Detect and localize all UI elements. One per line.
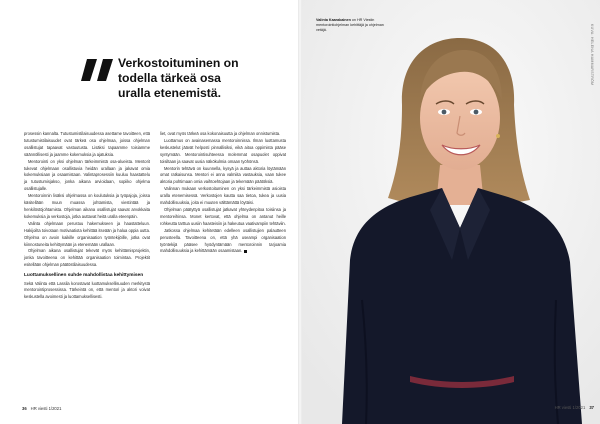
right-page bbox=[302, 0, 600, 424]
quote-marks-icon bbox=[81, 57, 117, 83]
pull-quote-text: Verkostoituminen on todella tärkeä osa uralla etenemistä. bbox=[118, 56, 239, 100]
paragraph: Ohjelman päätyttyä osallistujat jatkavat yhteydenpitoa toisiinsa ja mentoreihinsa. Monet kertovat, että ohjelma on antanut heille rohkeutta tarttua uusiin haasteisiin ja hakeutua vaativampiin tehtäviin. bbox=[160, 206, 286, 226]
paragraph: Mentorointi on yksi ohjelman tärkeimmistä osa-alueista. Mentorit tukevat ohjelmaan osallistuvia heidän urallaan ja jakavat omia kokemuksiaan ja osaamistaan. Valintaprosessiin kuuluu haastattelu ja tutustumisjakso, jonka aikana arvioidaan, sopiiko ohjelma osallistujalle. bbox=[24, 158, 150, 192]
page-number-left: 36 bbox=[22, 406, 27, 411]
page-number-right: 37 bbox=[589, 405, 594, 410]
caption-text: on HR Viestin mentorointiohjelman kehittäjä ja ohjelman vetäjä. bbox=[316, 18, 384, 33]
photo-caption bbox=[316, 18, 390, 33]
publication-title-left: HR viesti 1/2021 bbox=[30, 406, 62, 411]
article-column-left bbox=[24, 131, 150, 301]
paragraph: Luottamus on avainasemassa mentoroinnissa. Ilman luottamusta keskustelut jäävät helposti pinnallisiksi, eikä aitoa oppimista pääse syntymään. Mentorointisuhteessa molemmat osapuolet oppivat toisiltaan ja saavat uusia näkökulmia omaan työhönsä. bbox=[160, 137, 286, 164]
paragraph: prosessin kannalta. Tutustumistilaisuudessa asettame tavoitteen, että tutustumistilaisuudet ovat tärkeä osa ohjelmaa, joissa ohjelman osallistujat tapaavat vastuutusta. Lisäksi tapaamme toisiamme säännöllisesti ja jaamme kokemuksia ja ajatuksia. bbox=[24, 131, 150, 157]
article-column-right bbox=[160, 131, 286, 255]
folio-right bbox=[555, 405, 594, 410]
end-mark-icon bbox=[244, 250, 247, 253]
paragraph: Valinnan mukaan verkostoituminen on yksi tärkeimmistä asioista uralla etenemisessä. Verkostojen kautta saa tietoa, tukea ja uusia mahdollisuuksia, joita ei muuten välttämättä löytäisi. bbox=[160, 186, 286, 206]
portrait-photo bbox=[302, 0, 600, 424]
photo-credit: KUVA: HELENA HAMMARSTRÖM bbox=[590, 24, 594, 86]
paragraph: Ohjelman aikana osallistujat tekevät myös kehittämisprojektin, jonka tavoitteena on kehittää organisaation toimintaa. Projektit esitellään ohjelman päätöstilaisuudessa. bbox=[24, 248, 150, 268]
paragraph: Valinta ohjelmaan perustuu hakemukseen ja haastatteluun. Hakijoilta toivotaan motivaatiota kehittää itseään ja halua oppia uutta. Ohjelma on avoin kaikille organisaation työntekijöille, jotka ovat kiinnostuneita kehittymään ja etenemään urallaan. bbox=[24, 220, 150, 247]
paragraph: liet, ovat myös tärkeä osa kokonaisuutta ja ohjelman onnistumista. bbox=[160, 131, 281, 136]
paragraph: Mentoroinnin lisäksi ohjelmassa on koulutuksia ja työpajoja, joissa käsitellään muun muassa johtamista, viestintää ja henkilöstöjohtamista. Ohjelman aikana osallistujat saavat arvokkaita kokemuksia ja verkostoja, jotka auttavat heitä uralla eteenpäin. bbox=[24, 193, 150, 219]
paragraph: Mentorin tehtävä on kuunnella, kysyä ja auttaa aktoria löytämään omat ratkaisunsa. Mentori ei anna valmiita vastauksia, vaan tukee aktoria pohtimaan omia vaihtoehtojaan ja tekemään päätöksiä. bbox=[160, 165, 286, 185]
pull-quote bbox=[81, 56, 251, 101]
paragraph: Sekä Valinta että Lassila korostavat luottamuksellisuuden merkitystä mentorointiprosessissa. Tärkeintä on, että mentori ja aktori voivat keskustella avoimesti ja luottamuksellisesti. bbox=[24, 280, 150, 300]
caption-lead: Valinta Kaarakainen bbox=[316, 18, 351, 22]
paragraph-text: Jatkossa ohjelmaa kehitetään edelleen osallistujien palautteen perusteella. Tavoitteena on, että yhä useampi organisaation työntekijä pääsee hyödyntämään mentoroinnin tarjoamia mahdollisuuksia ja kehittämään osaamistaan. bbox=[160, 227, 286, 254]
paragraph bbox=[160, 228, 286, 256]
article-subheading: Luottamuksellinen suhde mahdollistaa kehittymisen bbox=[24, 273, 144, 279]
folio-left bbox=[22, 406, 61, 411]
publication-title-right: HR viesti 1/2021 bbox=[554, 405, 586, 410]
